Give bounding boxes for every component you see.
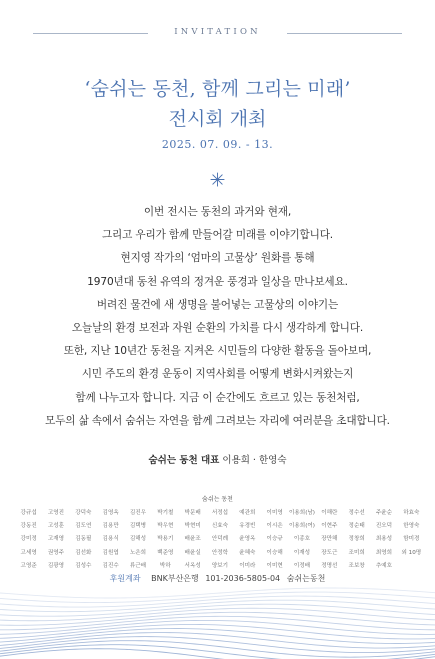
member-name: 고재영 [47, 536, 65, 543]
member-name: 조미희 [348, 549, 365, 556]
body-text [0, 201, 435, 433]
member-name: 예관희 [239, 510, 256, 516]
body-line: 모두의 삶 속에서 숨쉬는 자연을 함께 그려보는 자리에 여러분을 초대합니다. [45, 414, 390, 427]
member-name: 고영준 [20, 562, 37, 569]
event-date: 2025. 07. 09. - 13. [161, 138, 274, 151]
member-name: 정순태 [348, 523, 365, 530]
member-name: 노은희 [129, 549, 147, 556]
member-name: 정수선 [348, 510, 365, 516]
member-name: 이승해 [266, 549, 283, 556]
body-line: 또한, 지난 10년간 동천을 지켜온 시민들의 다양한 활동을 돌아보며, [63, 345, 372, 358]
member-name: 김진우 [129, 510, 147, 516]
wave-line [0, 616, 435, 630]
member-name: 강미정 [20, 536, 37, 543]
representatives-names: 이용희 · 한영숙 [222, 455, 287, 466]
member-name: 이종호 [293, 536, 311, 543]
title-line-2: 전시회 개최 [168, 108, 267, 130]
member-name: 배윤실 [184, 549, 201, 556]
member-name: 이현주 [321, 523, 338, 530]
member-name: 강규섭 [20, 510, 37, 516]
member-name: 박하 [159, 562, 171, 569]
title-line-1: ‘숨쉬는 동천, 함께 그리는 미래’ [84, 78, 351, 100]
members-list [15, 508, 425, 569]
member-name: 권영주 [47, 549, 65, 556]
member-name: 함미경 [403, 536, 420, 543]
member-name: 진오덕 [375, 523, 393, 530]
member-name: 김도연 [75, 523, 92, 530]
body-line: 버려진 물건에 새 생명을 불어넣는 고물상의 이야기는 [96, 298, 339, 311]
member-name: 강동진 [20, 523, 37, 530]
member-name: 추예호 [375, 562, 393, 569]
member-name: 김용식 [102, 536, 119, 543]
member-name: 안정학 [211, 549, 229, 556]
body-line: 1970년대 동천 유역의 정겨운 풍경과 일상을 만나보세요. [87, 275, 348, 288]
member-name: 고세영 [20, 549, 37, 556]
header-label: INVITATION [174, 27, 261, 37]
representatives-label: 숨쉬는 동천 대표 [148, 455, 220, 466]
member-name: 박용기 [157, 536, 174, 543]
member-name: 김동필 [75, 536, 92, 543]
member-name: 고영진 [47, 510, 65, 516]
member-name: 백준영 [157, 549, 174, 556]
wave-line [0, 608, 435, 621]
member-name: 김광영 [47, 562, 65, 569]
header-rule-right [287, 33, 402, 34]
member-name: 박문배 [184, 510, 201, 516]
account-bank: BNK부산은행 [151, 574, 199, 583]
member-name: 김영옥 [102, 510, 119, 516]
member-name: 하효숙 [403, 510, 420, 516]
member-name: 정창희 [348, 536, 365, 543]
member-name: 최용성 [375, 536, 393, 543]
member-name: 김원엽 [102, 549, 119, 556]
member-name: 박기철 [157, 510, 174, 516]
representatives [0, 452, 435, 466]
member-name: 서옥성 [184, 562, 201, 569]
donation-account [0, 573, 435, 584]
member-name: 이미라 [239, 562, 256, 569]
member-name: 김선화 [75, 549, 92, 556]
member-name: 이시은 [266, 523, 283, 530]
wave-line [0, 649, 435, 659]
member-name: 김성수 [75, 562, 92, 569]
member-name: 신효숙 [211, 523, 229, 530]
member-name: 이정배 [293, 562, 311, 569]
member-name: 박우현 [157, 523, 174, 530]
member-name: 정명선 [321, 562, 338, 569]
body-line: 오늘날의 환경 보전과 자원 순환의 가치를 다시 생각하게 합니다. [71, 321, 364, 334]
members-title: 숨쉬는 동천 [202, 496, 233, 503]
body-line: 그리고 우리가 함께 만들어갈 미래를 이야기합니다. [101, 229, 334, 242]
member-name: 외 10명 [401, 549, 422, 556]
body-line: 함께 나누고자 합니다. 지금 이 순간에도 흐르고 있는 동천처럼, [75, 391, 360, 404]
member-name: 김진수 [102, 562, 119, 569]
member-name: 김해성 [129, 536, 147, 543]
sparkle-icon [210, 172, 225, 187]
member-name: 고성훈 [47, 523, 65, 530]
member-name: 양보기 [211, 562, 229, 569]
member-name: 장만해 [321, 536, 338, 543]
account-number: 101-2036-5805-04 [205, 574, 281, 583]
member-name: 이해란 [321, 510, 338, 516]
member-name: 류근배 [129, 562, 147, 569]
member-name: 이재성 [293, 549, 311, 556]
member-name: 김용만 [102, 523, 119, 530]
member-name: 유경빈 [239, 523, 256, 530]
member-name: 이용희(남) [289, 510, 315, 516]
member-name: 한영숙 [403, 523, 420, 530]
member-name: 윤영옥 [239, 536, 256, 543]
member-name: 이미현 [266, 562, 283, 569]
member-name: 이용희(여) [289, 523, 315, 530]
wave-pattern [0, 585, 435, 659]
member-name: 이미영 [266, 510, 283, 516]
member-name: 최영희 [375, 549, 393, 556]
member-name: 이승규 [266, 536, 283, 543]
wave-line [0, 604, 435, 616]
member-name: 윤혜숙 [239, 549, 256, 556]
member-name: 배윤조 [184, 536, 201, 543]
member-name: 조보창 [348, 562, 365, 569]
body-line: 시민 주도의 환경 운동이 지역사회를 어떻게 변화시켜왔는지 [81, 368, 354, 381]
member-name [398, 561, 425, 569]
account-label: 후원계좌 [109, 574, 141, 583]
account-holder: 숨쉬는동천 [286, 574, 326, 583]
member-name: 장도근 [321, 549, 338, 556]
wave-line [0, 612, 435, 625]
member-name: 김택병 [129, 523, 147, 530]
body-line: 이번 전시는 동천의 과거와 현재, [143, 206, 292, 218]
member-name: 주윤순 [375, 510, 393, 516]
member-name: 박현미 [184, 523, 201, 530]
member-name: 강덕숙 [75, 510, 92, 516]
body-line: 현지영 작가의 ‘엄마의 고물상’ 원화를 통해 [120, 252, 315, 265]
member-name: 서정섭 [211, 510, 229, 516]
member-name: 안덕례 [211, 536, 229, 543]
